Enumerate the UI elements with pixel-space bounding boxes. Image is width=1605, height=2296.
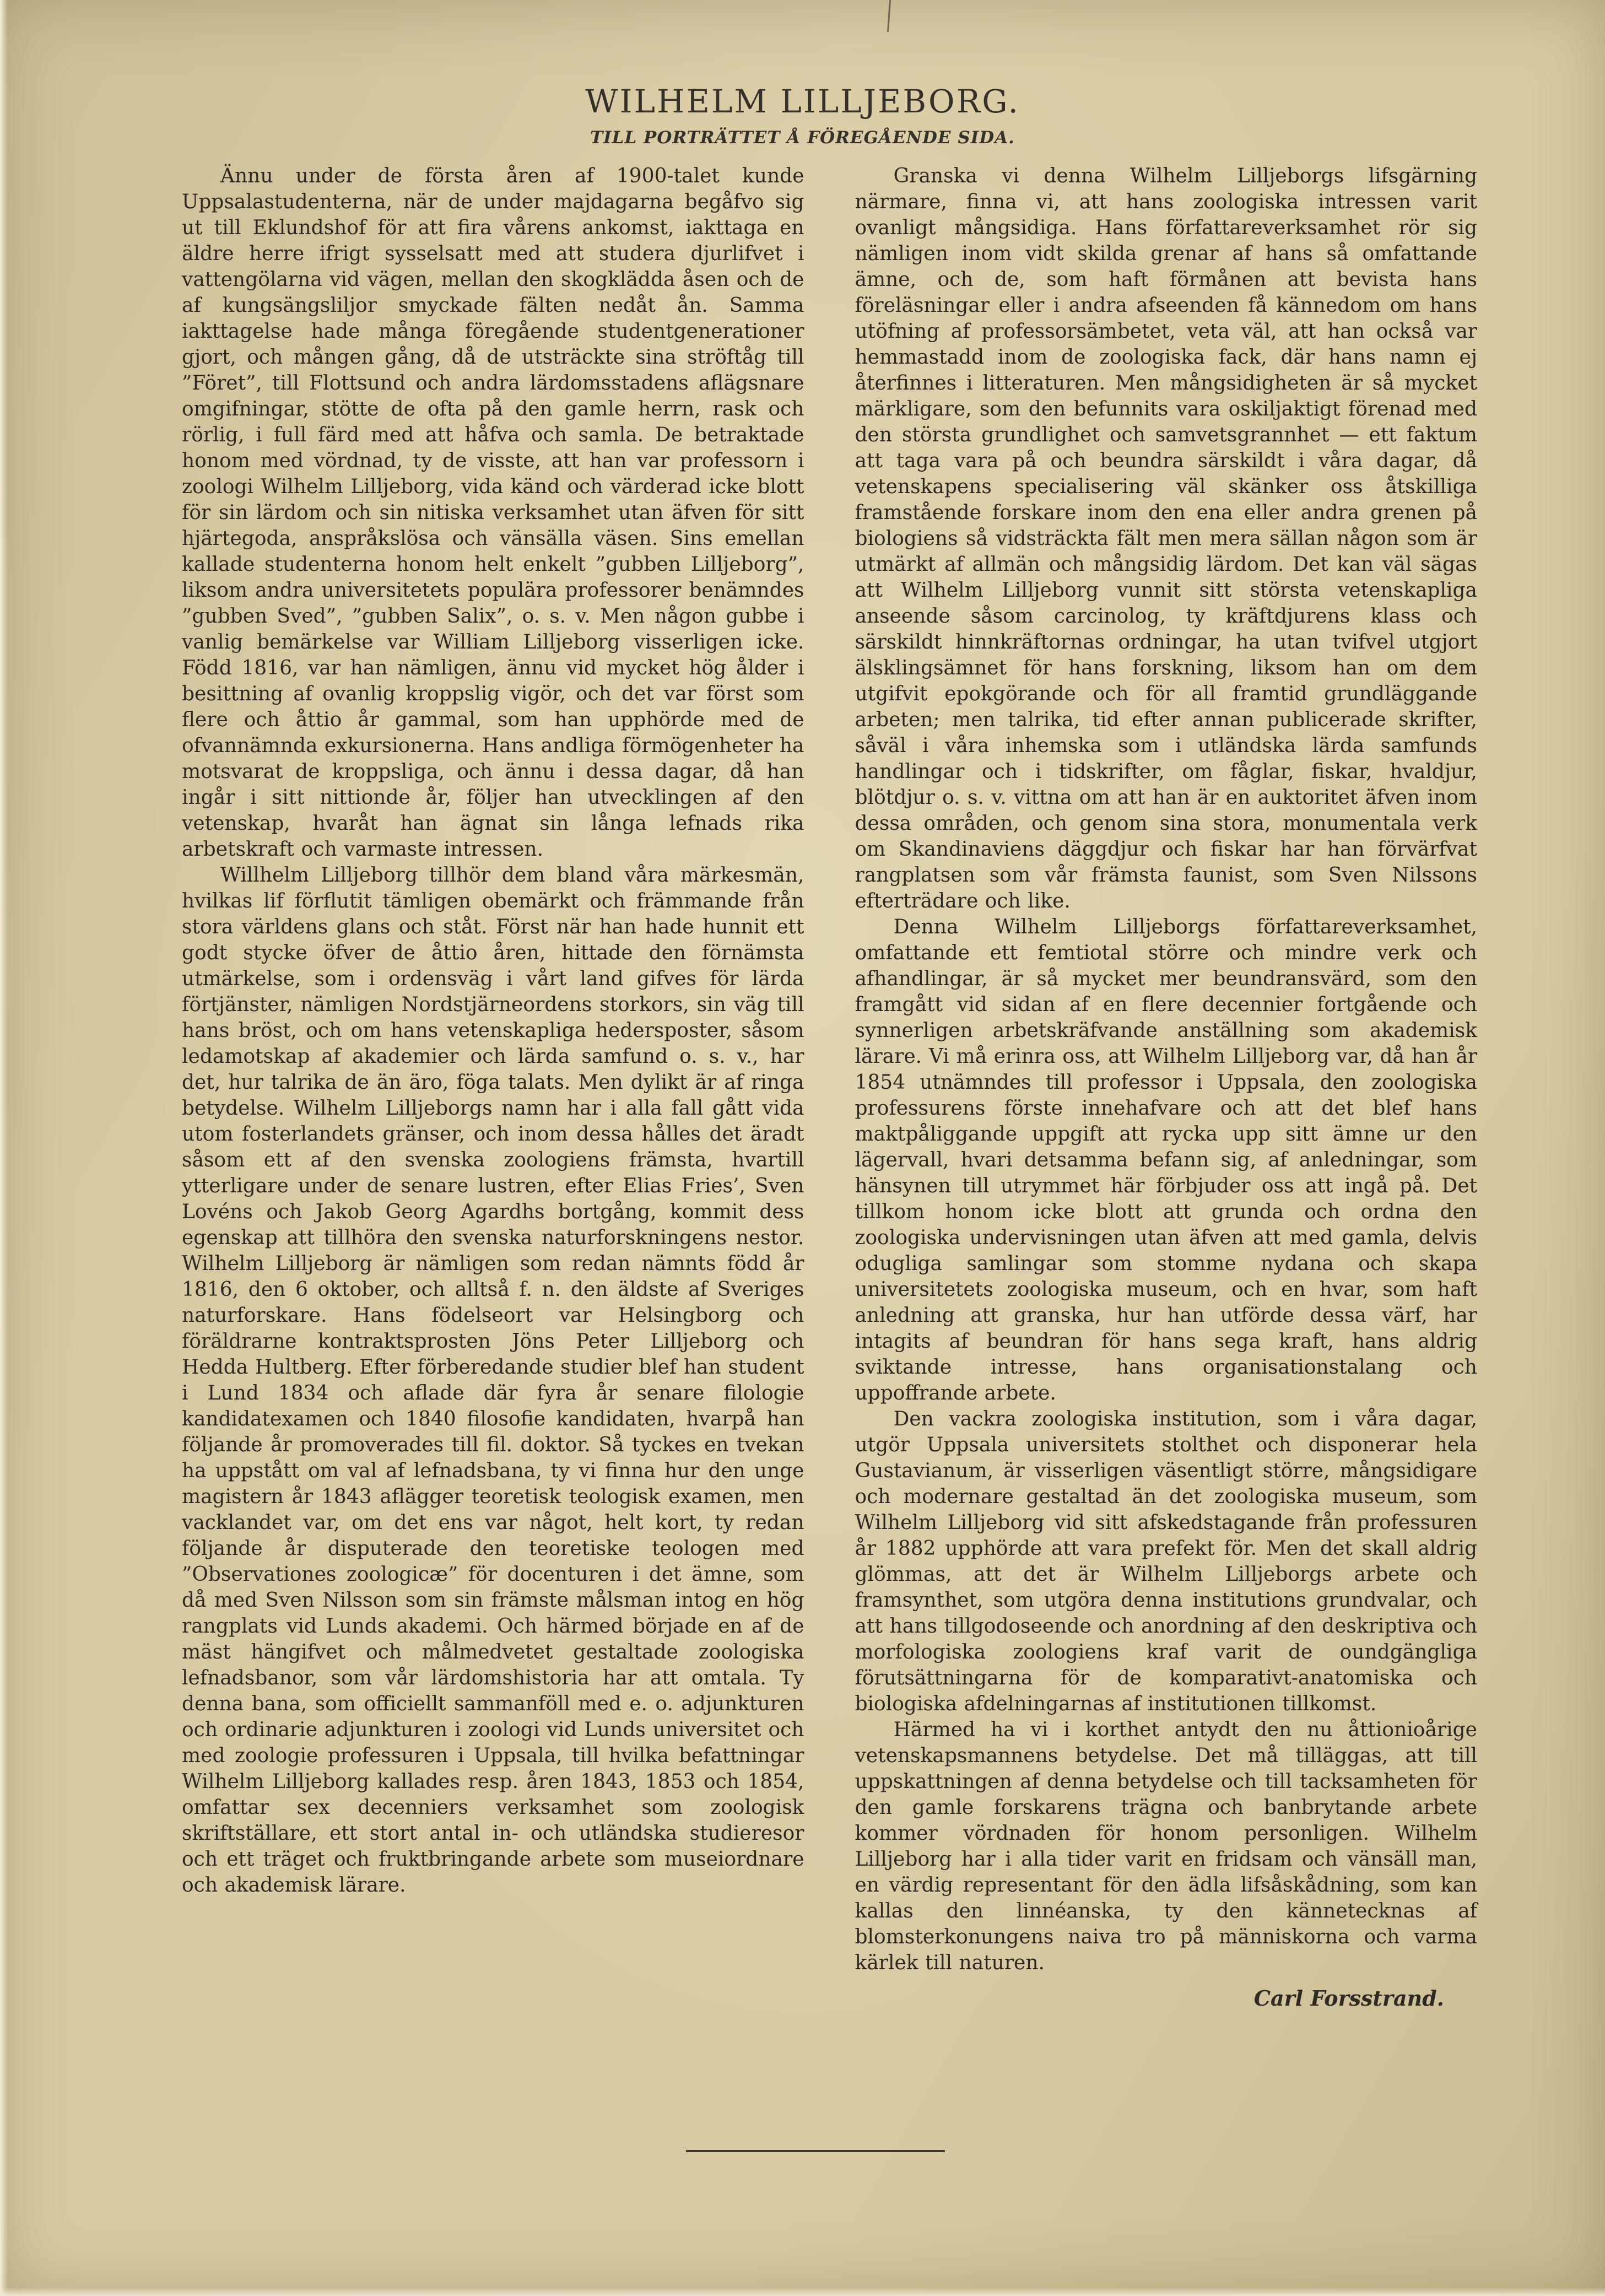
author-signature: Carl Forsstrand. <box>1253 1986 1444 2011</box>
paragraph: Willhelm Lilljeborg tillhör dem bland våra märkesmän, hvilkas lif förflutit tämligen obemärkt och främmande från stora världens glans och ståt. Först när han hade hunnit ett godt stycke öfver de åttio åren, hittade den förnämsta utmärkelse, som i ordensväg i vårt land gifves för lärda förtjänster, nämligen Nordstjärneordens storkors, sin väg till hans bröst, och om hans vetenskapliga hedersposter, såsom ledamotskap af akademier och lärda samfund o. s. v., har det, hur talrika de än äro, föga talats. Men dylikt är af ringa betydelse. Wilhelm Lilljeborgs namn har i alla fall gått vida utom fosterlandets gränser, och inom dessa hålles det äradt såsom ett af den svenska zoologiens främsta, hvartill ytterligare under de senare lustren, efter Elias Fries’, Sven Lovéns och Jakob Georg Agardhs bortgång, kommit dess egenskap att tillhöra den svenska naturforskningens nestor. Wilhelm Lilljeborg är nämligen som redan nämnts född år 1816, den 6 oktober, och alltså f. n. den äldste af Sveriges naturforskare. Hans födelseort var Helsingborg och föräldrarne kontraktsprosten Jöns Peter Lilljeborg och Hedda Hultberg. Efter förberedande studier blef han student i Lund 1834 och aflade där fyra år senare filologie kandidatexamen och 1840 filosofie kandidaten, hvarpå han följande år promoverades till fil. doktor. Så tyckes en tvekan ha uppstått om val af lefnadsbana, ty vi finna hur den unge magistern år 1843 aflägger teoretisk teologisk examen, men vacklandet var, om det ens var något, helt kort, ty redan följande år disputerade den teoretiske teologen med ”Observationes zoologicæ” för docenturen i det ämne, som då med Sven Nilsson som sin främste målsman intog en hög rangplats vid Lunds akademi. Och härmed började en af de mäst hängifvet och målmedvetet gestaltade zoologiska lefnadsbanor, som vår lärdomshistoria har att omtala. Ty denna bana, som officiellt sammanföll med e. o. adjunkturen och ordinarie adjunkturen i zoologi vid Lunds universitet och med zoologie professuren i Uppsala, till hvilka befattningar Wilhelm Lilljeborg kallades resp. åren 1843, 1853 och 1854, omfattar sex decenniers verksamhet som zoologisk skriftställare, ett stort antal in- och utländska studieresor och ett träget och fruktbringande arbete som museiordnare och akademisk lärare. <box>182 864 804 1897</box>
divider-rule <box>686 2150 945 2152</box>
paragraph: Granska vi denna Wilhelm Lilljeborgs lifsgärning närmare, finna vi, att hans zoologiska intressen varit ovanligt mångsidiga. Hans författareverksamhet rör sig nämligen inom vidt skilda grenar af hans så omfattande ämne, och de, som haft förmånen att bevista hans föreläsningar eller i andra afseenden få kännedom om hans utöfning af professorsämbetet, veta väl, att han också var hemmastadd inom de zoologiska fack, där hans namn ej återfinnes i litteraturen. Men mångsidigheten är så mycket märkligare, som den befunnits vara oskiljaktigt förenad med den största grundlighet och samvetsgrannhet — ett faktum att taga vara på och beundra särskildt i våra dagar, då vetenskapens specialisering väl skänker oss åtskilliga framstående forskare inom den ena eller andra grenen på biologiens så vidsträckta fält men mera sällan någon som är utmärkt af allmän och mångsidig lärdom. Det kan väl sägas att Wilhelm Lilljeborg vunnit sitt största vetenskapliga anseende såsom carcinolog, ty kräftdjurens klass och särskildt hinnkräftornas ordningar, ha utan tvifvel utgjort älsklingsämnet för hans forskning, liksom han om dem utgifvit epokgörande och för all framtid grundläggande arbeten; men talrika, tid efter annan publicerade skrifter, såväl i våra inhemska som i utländska lärda samfunds handlingar och i tidskrifter, om fåglar, fiskar, hvaldjur, blötdjur o. s. v. vittna om att han är en auktoritet äfven inom dessa områden, och genom sina stora, monumentala verk om Skandinaviens däggdjur och fiskar har han förvärfvat rangplatsen som vår främsta faunist, som Sven Nilssons efterträdare och like. <box>855 165 1477 912</box>
paragraph: Ännu under de första åren af 1900-talet kunde Uppsalastudenterna, när de under majdagarna begåfvo sig ut till Eklundshof för att fira vårens ankomst, iakttaga en äldre herre ifrigt sysselsatt med att studera djurlifvet i vattengölarna vid vägen, mellan den skogklädda åsen och de af kungsängsliljor smyckade fälten nedåt ån. Samma iakttagelse hade många föregående studentgenerationer gjort, och mången gång, då de utsträckte sina ströftåg till ”Föret”, till Flottsund och andra lärdomsstadens aflägsnare omgifningar, stötte de ofta på den gamle herrn, rask och rörlig, i full färd med att håfva och samla. De betraktade honom med vördnad, ty de visste, att han var professorn i zoologi Wilhelm Lilljeborg, vida känd och värderad icke blott för sin lärdom och sin nitiska verksamhet utan äfven för sitt hjärtegoda, anspråkslösa och vänsälla väsen. Sins emellan kallade studenterna honom helt enkelt ”gubben Lilljeborg”, liksom andra universitetets populära professorer benämndes ”gubben Sved”, ”gubben Salix”, o. s. v. Men någon gubbe i vanlig bemärkelse var William Lilljeborg visserligen icke. Född 1816, var han nämligen, ännu vid mycket hög ålder i besittning af ovanlig kroppslig vigör, och det var först som flere och åttio år gammal, som han upphörde med de ofvannämnda exkursionerna. Hans andliga förmögenheter ha motsvarat de kroppsliga, och ännu i dessa dagar, då han ingår i sitt nittionde år, följer han utvecklingen af den vetenskap, hvaråt han ägnat sin långa lefnads rika arbetskraft och varmaste intressen. <box>182 165 804 861</box>
article-title: WILHELM LILLJEBORG. <box>585 83 1020 120</box>
article-subtitle: TILL PORTRÄTTET Å FÖREGÅENDE SIDA. <box>590 128 1015 148</box>
paragraph: Den vackra zoologiska institution, som i våra dagar, utgör Uppsala universitets stolthet och disponerar hela Gustavianum, är visserligen väsentligt större, mångsidigare och modernare gestaltad än det zoologiska museum, som Wilhelm Lilljeborg vid sitt afskedstagande från professuren år 1882 upphörde att vara prefekt för. Men det skall aldrig glömmas, att det är Wilhelm Lilljeborgs arbete och framsynthet, som utgöra denna institutions grundvalar, och att hans tillgodoseende och anordning af den deskriptiva och morfologiska zoologiens kraf varit de oundgängliga förutsättningarna för de komparativt-anatomiska och biologiska afdelningarnas af institutionen tillkomst. <box>855 1408 1477 1715</box>
two-column-layout <box>0 163 1605 2011</box>
right-column <box>855 163 1478 2011</box>
paragraph: Denna Wilhelm Lilljeborgs författareverksamhet, omfattande ett femtiotal större och mindre verk och afhandlingar, är så mycket mer beundransvärd, som den framgått vid sidan af en flere decennier fortgående och synnerligen arbetskräfvande anställning som akademisk lärare. Vi må erinra oss, att Wilhelm Lilljeborg var, då han år 1854 utnämndes till professor i Uppsala, den zoologiska professurens förste innehafvare och att det blef hans maktpåliggande uppgift att rycka upp sitt ämne ur den lägervall, hvari detsamma befann sig, af anledningar, som hänsynen till utrymmet här förbjuder oss att ingå på. Det tillkom honom icke blott att grunda och ordna den zoologiska undervisningen utan äfven att med gamla, delvis odugliga samlingar som stomme nydana och skapa universitetets zoologiska museum, och en hvar, som haft anledning att granska, hur han utförde dessa värf, har intagits af beundran för hans sega kraft, hans aldrig sviktande intresse, hans organisationstalang och uppoffrande arbete. <box>855 916 1477 1404</box>
paragraph: Härmed ha vi i korthet antydt den nu åttionioårige vetenskapsmannens betydelse. Det må tilläggas, att till uppskattningen af denna betydelse och till tacksamheten för den gamle forskarens trägna och banbrytande arbete kommer vördnaden för honom personligen. Wilhelm Lilljeborg har i alla tider varit en fridsam och vänsäll man, en värdig representant för den ädla lifsåskådning, som kan kallas den linnéanska, ty den kännetecknas af blomsterkonungens naiva tro på människorna och varma kärlek till naturen. <box>855 1719 1477 1974</box>
left-column <box>182 163 804 2011</box>
printing-artifact-mark <box>887 0 891 32</box>
